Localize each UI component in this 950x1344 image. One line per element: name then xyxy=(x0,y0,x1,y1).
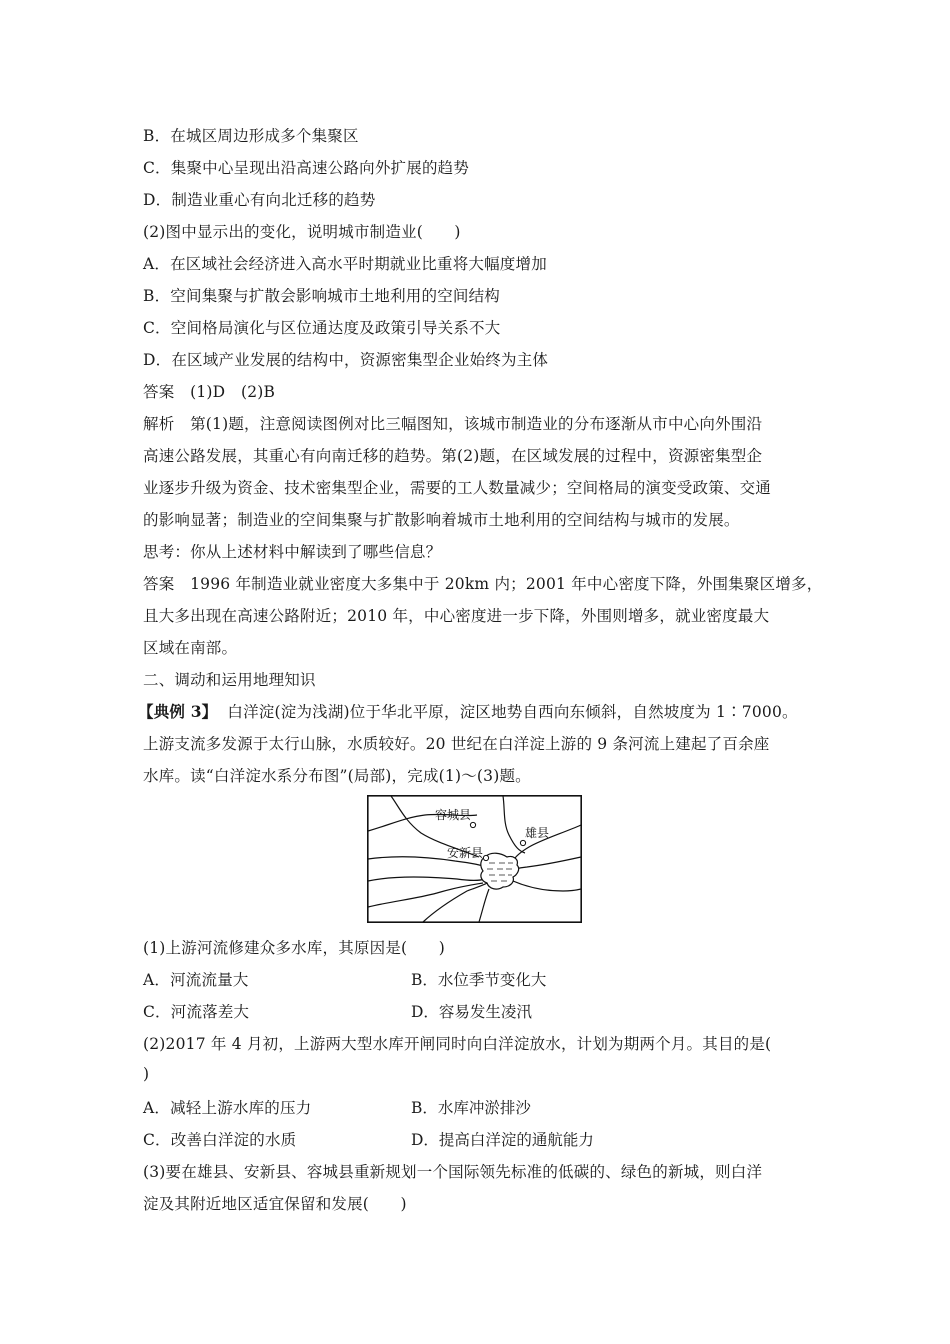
think-prompt: 思考：你从上述材料中解读到了哪些信息？ xyxy=(143,543,442,561)
section-heading: 二、调动和运用地理知识 xyxy=(143,671,316,689)
label-rongcheng: 容城县 xyxy=(435,808,472,822)
answer-2-line: 且大多出现在高速公路附近；2010 年，中心密度进一步下降，外围则增多，就业密度最大 xyxy=(143,607,770,625)
example-q1-option-d: D．容易发生凌汛 xyxy=(411,1003,532,1021)
example-text: 白洋淀(淀为浅湖)位于华北平原，淀区地势自西向东倾斜，自然坡度为 1∶7000。 xyxy=(227,703,798,721)
analysis-line: 的影响显著；制造业的空间集聚与扩散影响着城市土地利用的空间结构与城市的发展。 xyxy=(143,511,740,529)
question-2-option-b: B．空间集聚与扩散会影响城市土地利用的空间结构 xyxy=(143,287,500,305)
example-q1-option-c: C．河流落差大 xyxy=(143,1003,250,1021)
example-q2-option-a: A．减轻上游水库的压力 xyxy=(143,1099,312,1117)
example-q2-option-c: C．改善白洋淀的水质 xyxy=(143,1131,297,1149)
label-anxin: 安新县 xyxy=(447,846,484,860)
answer-2-line: 答案 1996 年制造业就业密度大多集中于 20km 内；2001 年中心密度下降，外围集聚区增多， xyxy=(143,575,823,593)
baiyangdian-water-system-map xyxy=(367,795,582,923)
example-line-3: 水库。读“白洋淀水系分布图”(局部)，完成(1)～(3)题。 xyxy=(143,767,531,785)
example-q3-stem: (3)要在雄县、安新县、容城县重新规划一个国际领先标准的低碳的、绿色的新城，则白洋 xyxy=(143,1163,763,1181)
question-2-option-d: D．在区域产业发展的结构中，资源密集型企业始终为主体 xyxy=(143,351,549,369)
question-2-option-c: C．空间格局演化与区位通达度及政策引导关系不大 xyxy=(143,319,501,337)
rongcheng-marker xyxy=(470,822,475,827)
answer-1: 答案 (1)D (2)B xyxy=(143,383,276,401)
analysis-line: 解析 第(1)题，注意阅读图例对比三幅图知，该城市制造业的分布逐渐从市中心向外围沿 xyxy=(143,415,763,433)
option-b-prev: B．在城区周边形成多个集聚区 xyxy=(143,127,359,145)
analysis-line: 高速公路发展，其重心有向南迁移的趋势。第(2)题，在区域发展的过程中，资源密集型企 xyxy=(143,447,763,465)
example-q2-option-d: D．提高白洋淀的通航能力 xyxy=(411,1131,594,1149)
example-q2-stem-cont: ) xyxy=(143,1065,150,1083)
analysis-line: 业逐步升级为资金、技术密集型企业，需要的工人数量减少；空间格局的演变受政策、交通 xyxy=(143,479,772,497)
question-2-option-a: A．在区域社会经济进入高水平时期就业比重将大幅度增加 xyxy=(143,255,547,273)
example-q3-stem-cont: 淀及其附近地区适宜保留和发展( ) xyxy=(143,1195,407,1213)
answer-2-line: 区域在南部。 xyxy=(143,639,238,657)
example-q1-option-b: B．水位季节变化大 xyxy=(411,971,547,989)
option-d-prev: D．制造业重心有向北迁移的趋势 xyxy=(143,191,376,209)
example-tag: 【典例 3】 xyxy=(138,702,218,721)
question-2-stem: (2)图中显示出的变化，说明城市制造业( ) xyxy=(143,223,461,241)
anxin-marker xyxy=(483,855,488,860)
example-q1-stem: (1)上游河流修建众多水库，其原因是( ) xyxy=(143,939,445,957)
label-xiong: 雄县 xyxy=(525,826,550,840)
example-q1-option-a: A．河流流量大 xyxy=(143,971,249,989)
xiong-marker xyxy=(520,840,525,845)
example-line-1 xyxy=(138,701,798,723)
example-line-2: 上游支流多发源于太行山脉，水质较好。20 世纪在白洋淀上游的 9 条河流上建起了百余座 xyxy=(143,735,770,753)
example-q2-option-b: B．水库冲淤排沙 xyxy=(411,1099,531,1117)
option-c-prev: C．集聚中心呈现出沿高速公路向外扩展的趋势 xyxy=(143,159,470,177)
example-q2-stem: (2)2017 年 4 月初，上游两大型水库开闸同时向白洋淀放水，计划为期两个月。其目的是( xyxy=(143,1035,772,1053)
